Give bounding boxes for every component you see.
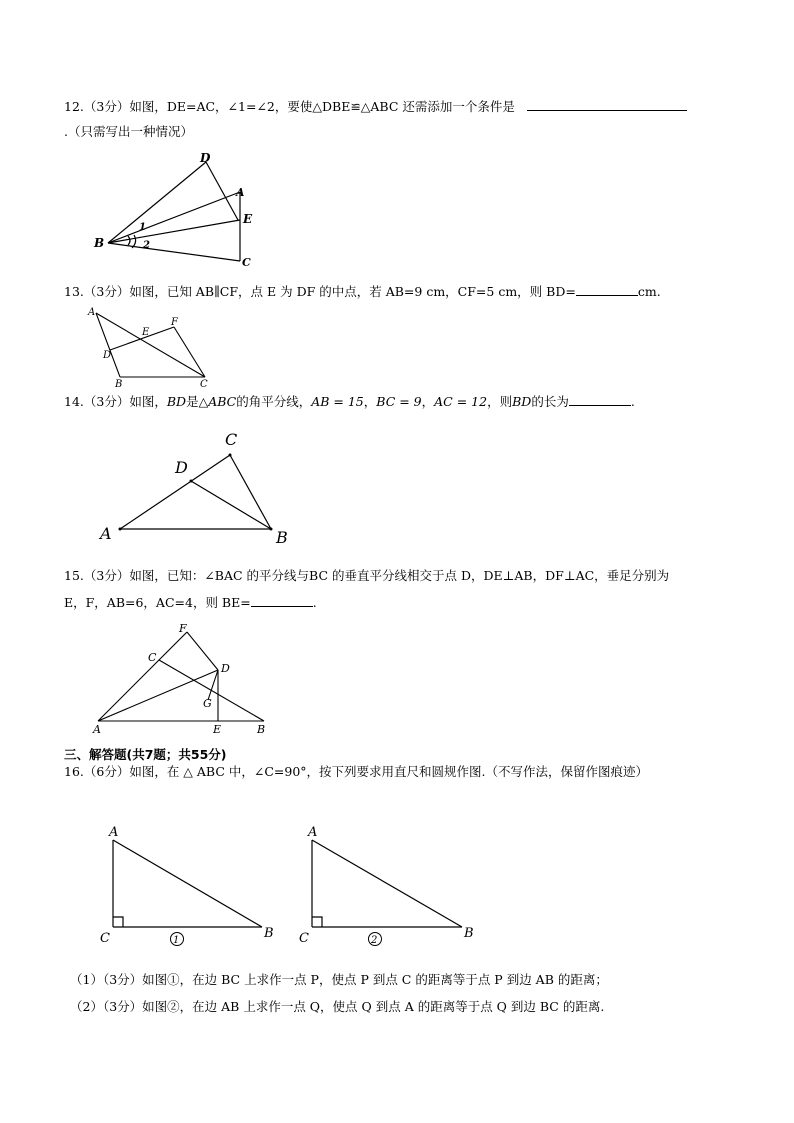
q13-answer-blank[interactable]	[576, 283, 638, 296]
q13-label-C: C	[200, 379, 208, 390]
q15-label-B: B	[257, 723, 266, 736]
fig1-label-B: B	[264, 926, 274, 941]
q12-stem: 12.（3分）如图，DE=AC，∠1=∠2，要使△DBE≌△ABC 还需添加一个条件是	[64, 98, 687, 115]
fig2-label-C: C	[299, 931, 309, 946]
q13-label-F: F	[171, 317, 178, 328]
q14-label-D: D	[175, 458, 188, 477]
q13-figure	[88, 305, 218, 390]
q12-label-C: C	[242, 256, 251, 269]
q13-label-A: A	[88, 307, 96, 318]
fig1-label-C: C	[100, 931, 110, 946]
q14-label-B: B	[276, 528, 288, 547]
q12-label-1: 1	[139, 222, 146, 233]
q12-label-B: B	[94, 236, 105, 250]
q15-stem: 15.（3分）如图，已知：∠BAC 的平分线与BC 的垂直平分线相交于点 D，DE⊥AB，DF⊥AC，垂足分别为	[64, 568, 670, 583]
q15-answer-blank[interactable]	[251, 594, 313, 607]
q12-label-2: 2	[143, 240, 150, 251]
section-heading: 三、解答题(共7题；共55分)	[64, 747, 227, 762]
q16-sub1: （1）（3分）如图①，在边 BC 上求作一点 P，使点 P 到点 C 的距离等于点 P 到边 AB 的距离；	[70, 972, 608, 987]
q14-label-C: C	[225, 430, 238, 449]
q15-label-G: G	[203, 697, 212, 710]
q16-sub2: （2）（3分）如图②，在边 AB 上求作一点 Q，使点 Q 到点 A 的距离等于点 Q 到边 BC 的距离.	[70, 999, 605, 1014]
q14-answer-blank[interactable]	[569, 393, 631, 406]
q15-label-D: D	[221, 662, 230, 675]
q12-answer-blank[interactable]	[527, 98, 687, 111]
q16-figure-1	[95, 820, 285, 950]
q13-label-D: D	[103, 350, 112, 361]
q13-stem: 13.（3分）如图，已知 AB∥CF，点 E 为 DF 的中点，若 AB=9 cm，CF=5 cm，则 BD= cm.	[64, 284, 661, 299]
q12-label-D: D	[200, 151, 211, 165]
q14-stem: 14.（3分）如图，BD是△ABC的角平分线，AB = 15，BC = 9，AC = 12，则BD的长为 .	[64, 394, 635, 409]
q16-stem: 16.（6分）如图，在 △ ABC 中，∠C=90°，按下列要求用直尺和圆规作图.（不写作法，保留作图痕迹）	[64, 764, 649, 779]
q15-figure	[88, 618, 278, 738]
fig1-number: 1	[173, 935, 180, 946]
q15-label-A: A	[93, 723, 101, 736]
q12-note: .（只需写出一种情况）	[64, 124, 193, 139]
q12-figure	[90, 150, 270, 270]
q15-label-F: F	[179, 622, 187, 635]
q14-label-A: A	[100, 524, 112, 543]
q15-label-E: E	[213, 723, 222, 736]
q13-label-E: E	[142, 327, 150, 338]
q12-label-E: E	[243, 212, 253, 226]
q15-stem-2: E，F，AB=6，AC=4，则 BE= .	[64, 595, 317, 610]
q12-label-A: A	[236, 186, 245, 199]
fig1-label-A: A	[109, 825, 119, 840]
fig2-label-B: B	[464, 926, 474, 941]
q14-figure	[95, 425, 305, 550]
fig2-label-A: A	[308, 825, 318, 840]
fig2-number: 2	[371, 935, 378, 946]
q15-label-C: C	[148, 651, 157, 664]
q16-figure-2	[295, 820, 485, 950]
q13-label-B: B	[115, 379, 123, 390]
